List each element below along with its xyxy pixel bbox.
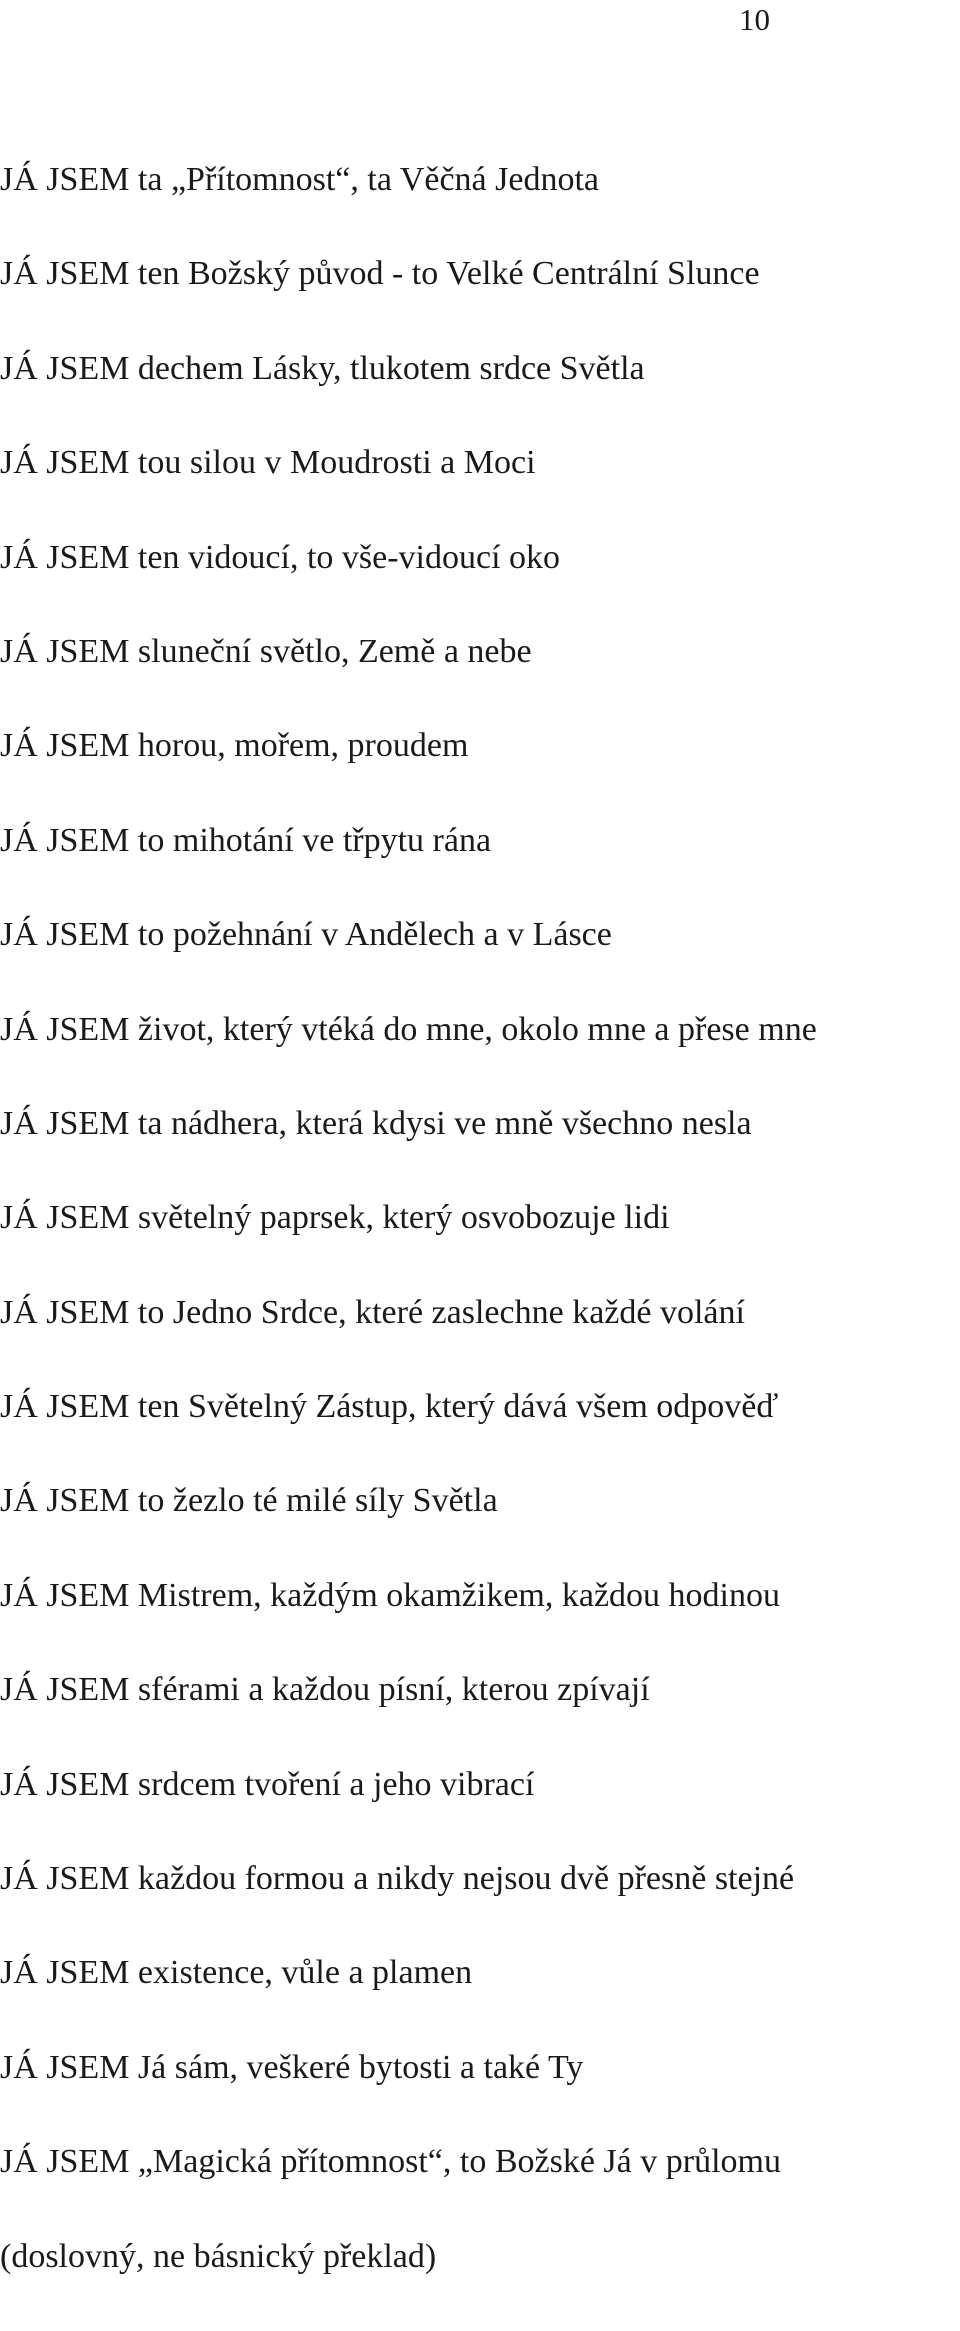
poem-line: JÁ JSEM „Magická přítomnost“, to Božské Já v průlomu: [0, 2143, 781, 2181]
poem-line: JÁ JSEM Mistrem, každým okamžikem, každou hodinou: [0, 1576, 781, 1614]
poem-line: JÁ JSEM to požehnání v Andělech a v Lásce: [0, 916, 612, 954]
poem-line: JÁ JSEM ten Světelný Zástup, který dává všem odpověď: [0, 1388, 779, 1426]
translation-note: (doslovný, ne básnický překlad): [0, 2237, 437, 2275]
poem-line: JÁ JSEM ta „Přítomnost“, ta Věčná Jednota: [0, 161, 600, 198]
poem-line: JÁ JSEM sluneční světlo, Země a nebe: [0, 632, 532, 670]
poem-line: JÁ JSEM každou formou a nikdy nejsou dvě přesně stejné: [0, 1860, 795, 1898]
poem-line: JÁ JSEM ten Božský původ - to Velké Centrální Slunce: [0, 255, 760, 293]
poem-line: JÁ JSEM světelný paprsek, který osvobozuje lidi: [0, 1199, 670, 1237]
poem-line: JÁ JSEM ta nádhera, která kdysi ve mně všechno nesla: [0, 1104, 752, 1142]
poem-line: JÁ JSEM Já sám, veškeré bytosti a také Ty: [0, 2048, 584, 2086]
poem-line: JÁ JSEM srdcem tvoření a jeho vibrací: [0, 1765, 535, 1803]
poem-line: JÁ JSEM to mihotání ve třpytu rána: [0, 821, 492, 859]
poem-lines: [0, 160, 960, 2331]
poem-line: JÁ JSEM existence, vůle a plamen: [0, 1954, 473, 1992]
poem-line: JÁ JSEM život, který vtéká do mne, okolo mne a přese mne: [0, 1010, 817, 1048]
poem-line: JÁ JSEM tou silou v Moudrosti a Moci: [0, 444, 536, 482]
poem-line: JÁ JSEM dechem Lásky, tlukotem srdce Světla: [0, 349, 645, 387]
poem-line: JÁ JSEM to žezlo té milé síly Světla: [0, 1482, 498, 1520]
page-number: 10: [739, 2, 770, 37]
poem-line: JÁ JSEM horou, mořem, proudem: [0, 727, 469, 765]
poem-line: JÁ JSEM to Jedno Srdce, které zaslechne každé volání: [0, 1293, 745, 1331]
poem-line: JÁ JSEM ten vidoucí, to vše-vidoucí oko: [0, 538, 561, 576]
poem-line: JÁ JSEM sférami a každou písní, kterou zpívají: [0, 1671, 650, 1709]
